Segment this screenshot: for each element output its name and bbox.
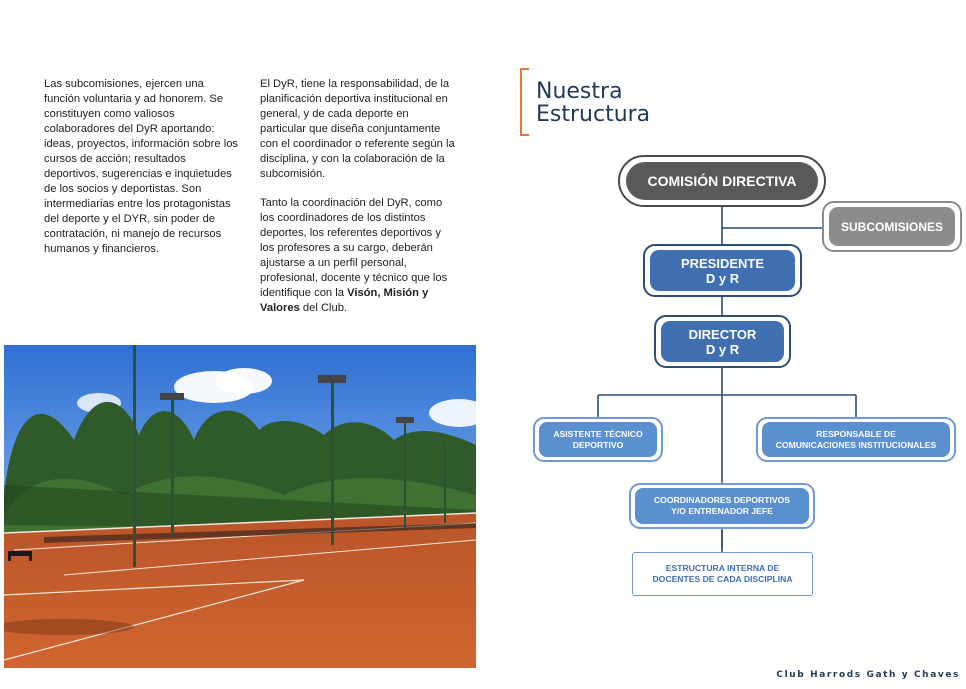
- responsable-label: RESPONSABLE DE: [816, 428, 896, 439]
- asistente-label: ASISTENTE TÉCNICO: [553, 428, 643, 439]
- presidente-box: [650, 250, 795, 291]
- presidente-sublabel: D y R: [705, 270, 740, 286]
- heading-line-1: Nuestra: [536, 79, 623, 104]
- subcomisiones-label: SUBCOMISIONES: [840, 219, 943, 234]
- profile-text-end: del Club.: [299, 302, 348, 314]
- coordinadores-label: COORDINADORES DEPORTIVOS: [653, 495, 791, 505]
- director-sublabel: D y R: [705, 341, 740, 357]
- asistente-sublabel: DEPORTIVO: [572, 439, 624, 450]
- comision-directiva-label: COMISIÓN DIRECTIVA: [647, 173, 797, 189]
- coordinadores-box: [635, 488, 809, 524]
- club-footer: Club Harrods Gath y Chaves: [776, 670, 960, 680]
- director-label: DIRECTOR: [688, 326, 757, 342]
- asistente-box: [539, 422, 657, 457]
- director-box: [661, 321, 784, 362]
- profile-text-bold: Visón, Misión y Valores: [260, 287, 429, 314]
- comision-directiva-box: [626, 162, 818, 200]
- estructura-sublabel: DOCENTES DE CADA DISCIPLINA: [652, 574, 793, 584]
- subcomisiones-box: [829, 207, 955, 246]
- responsable-sublabel: COMUNICACIONES INSTITUCIONALES: [775, 439, 937, 450]
- profile-text-start: Tanto la coordinación del DyR, como los coordinadores de los distintos deportes, los referentes deportivos y los profesores a su cargo, deberán ajustarse a un perfil personal, profesional, docente y técnico que los identifique con la: [260, 197, 448, 299]
- subcomisiones-paragraph: Las subcomisiones, ejercen una función voluntaria y ad honorem. Se constituyen como valiosos colaboradores del DyR aportando: ideas, proyectos, información sobre los cursos de acción; resultados deportivos, sugerencias e inquietudes de los socios y deportistas. Son intermediarias entre los protagonistas del deporte y el DYR, sin poder de contratación, ni manejo de recursos humanos y financieros.: [44, 78, 239, 255]
- dyr-responsibility-paragraph: El DyR, tiene la responsabilidad, de la planificación deportiva institucional en general, y de cada deporte en particular que diseña conjuntamente con el coordinador o referente según la disciplina, y con la colaboración de la subcomisión.: [260, 78, 455, 180]
- estructura-interna-box: [632, 552, 813, 596]
- presidente-label: PRESIDENTE: [680, 255, 765, 271]
- estructura-label: ESTRUCTURA INTERNA DE: [665, 563, 780, 573]
- coordinadores-sublabel: Y/O ENTRENADOR JEFE: [671, 506, 773, 516]
- heading-line-2: Estructura: [536, 102, 651, 127]
- responsable-box: [762, 422, 950, 457]
